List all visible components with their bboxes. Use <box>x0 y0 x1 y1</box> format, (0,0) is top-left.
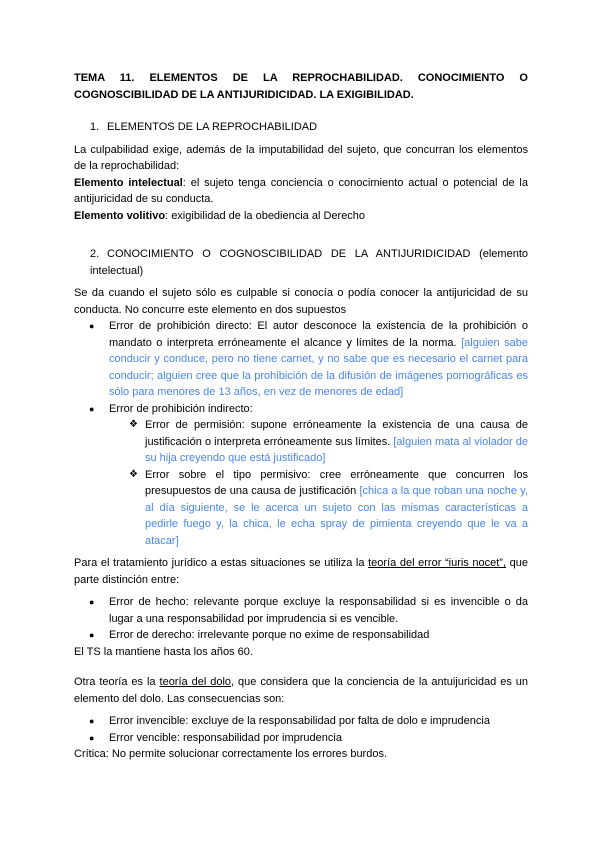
elemento-volitivo-paragraph <box>74 208 528 225</box>
list-item-error-permision <box>74 417 528 467</box>
error-types-list <box>74 594 528 644</box>
elemento-intelectual-label: Elemento intelectual <box>74 176 183 189</box>
teoria-dolo-link: teoría del dolo <box>159 676 232 688</box>
dolo-pre: Otra teoría es la <box>74 676 160 688</box>
section-1-title: ELEMENTOS DE LA REPROCHABILIDAD <box>107 121 318 133</box>
elemento-intelectual-paragraph <box>74 175 528 208</box>
tratamiento-post: que parte distinción entre: <box>74 557 528 586</box>
tratamiento-pre: Para el tratamiento jurídico a estas situaciones se utiliza la <box>74 557 369 569</box>
list-item-error-hecho: ● Error de hecho: relevante porque excluye la responsabilidad si es invencible o da lugar a una responsabilidad por imprudencia si es vencible. <box>74 594 528 627</box>
error-tipo-text: Error sobre el tipo permisivo: cree erróneamente que concurren los presupuestos de una causa de justificación <box>145 468 528 497</box>
dolo-post: , que considera que la conciencia de la antuijuricidad es un elemento del dolo. Las consecuencias son: <box>74 676 529 705</box>
error-directo-example: [alguien sabe conducir y conduce, pero no tiene carnet, y no sabe que es necesario el carnet para conducir; alguien cree que la prohibición de la difusión de imágenes pornográficas es sólo para menores de 13 años, en vez de menores de edad] <box>109 336 528 398</box>
section-2-intro: Se da cuando el sujeto sólo es culpable si conocía o podía conocer la antijuricidad de su conducta. No concurre este elemento en dos supuestos <box>74 287 528 316</box>
elemento-volitivo-label: Elemento volitivo <box>74 209 166 222</box>
list-item-error-tipo-permisivo <box>74 467 528 550</box>
error-permision-example: [alguien mata al violador de su hija creyendo que está justificado] <box>145 435 528 464</box>
critica-paragraph: Crítica: No permite solucionar correctamente los errores burdos. <box>74 748 388 760</box>
section-1-number: 1. <box>90 121 100 133</box>
section-2-heading <box>90 246 528 279</box>
ts-paragraph: El TS la mantiene hasta los años 60. <box>74 645 253 658</box>
error-tipo-example: [chica a la que roban una noche y, al día siguiente, se le acerca un sujeto con las mismas características a pedirle fuego y, la chica, le echa spray de pimienta creyendo que le va a atacar] <box>145 485 529 547</box>
consecuencias-list <box>74 713 528 746</box>
section-1-intro: La culpabilidad exige, además de la imputabilidad del sujeto, que concurran los elementos de la reprochabilidad: <box>74 143 528 172</box>
document-title: TEMA 11. ELEMENTOS DE LA REPROCHABILIDAD. CONOCIMIENTO O COGNOSCIBILIDAD DE LA ANTIJURIDICIDAD. LA EXIGIBILIDAD. <box>74 72 528 101</box>
indirecto-sublist <box>74 417 528 549</box>
section-1-heading <box>90 119 528 136</box>
section-2-title: CONOCIMIENTO O COGNOSCIBILIDAD DE LA ANTIJURIDICIDAD (elemento intelectual) <box>90 248 528 277</box>
elemento-volitivo-text: : exigibilidad de la obediencia al Derecho <box>165 209 366 222</box>
section-2-number: 2. <box>90 248 100 260</box>
list-item-error-invencible: ● Error invencible: excluye de la responsabilidad por falta de dolo e imprudencia <box>74 713 528 730</box>
list-item-error-directo <box>74 318 528 401</box>
list-item-error-indirecto <box>74 401 528 418</box>
error-permision-text: Error de permisión: supone erróneamente la existencia de una causa de justificación o interpreta erróneamente sus límites. <box>145 419 528 448</box>
dolo-paragraph <box>74 674 528 707</box>
supuestos-list <box>74 318 528 417</box>
list-item-error-vencible: ● Error vencible: responsabilidad por imprudencia <box>74 730 528 747</box>
list-item-error-derecho: ● Error de derecho: irrelevante porque no exime de responsabilidad <box>74 627 528 644</box>
error-directo-text: Error de prohibición directo: El autor desconoce la existencia de la prohibición o mandato o interpreta erróneamente el alcance y límites de la norma. <box>109 320 528 349</box>
teoria-error-link: teoría del error “iuris nocet”, <box>368 557 507 569</box>
tratamiento-paragraph <box>74 555 528 588</box>
elemento-intelectual-text: : el sujeto tenga conciencia o conocimiento actual o potencial de la antijuricidad de su conducta. <box>74 176 528 205</box>
error-indirecto-text: Error de prohibición indirecto: <box>109 402 253 415</box>
document-page <box>74 70 528 763</box>
